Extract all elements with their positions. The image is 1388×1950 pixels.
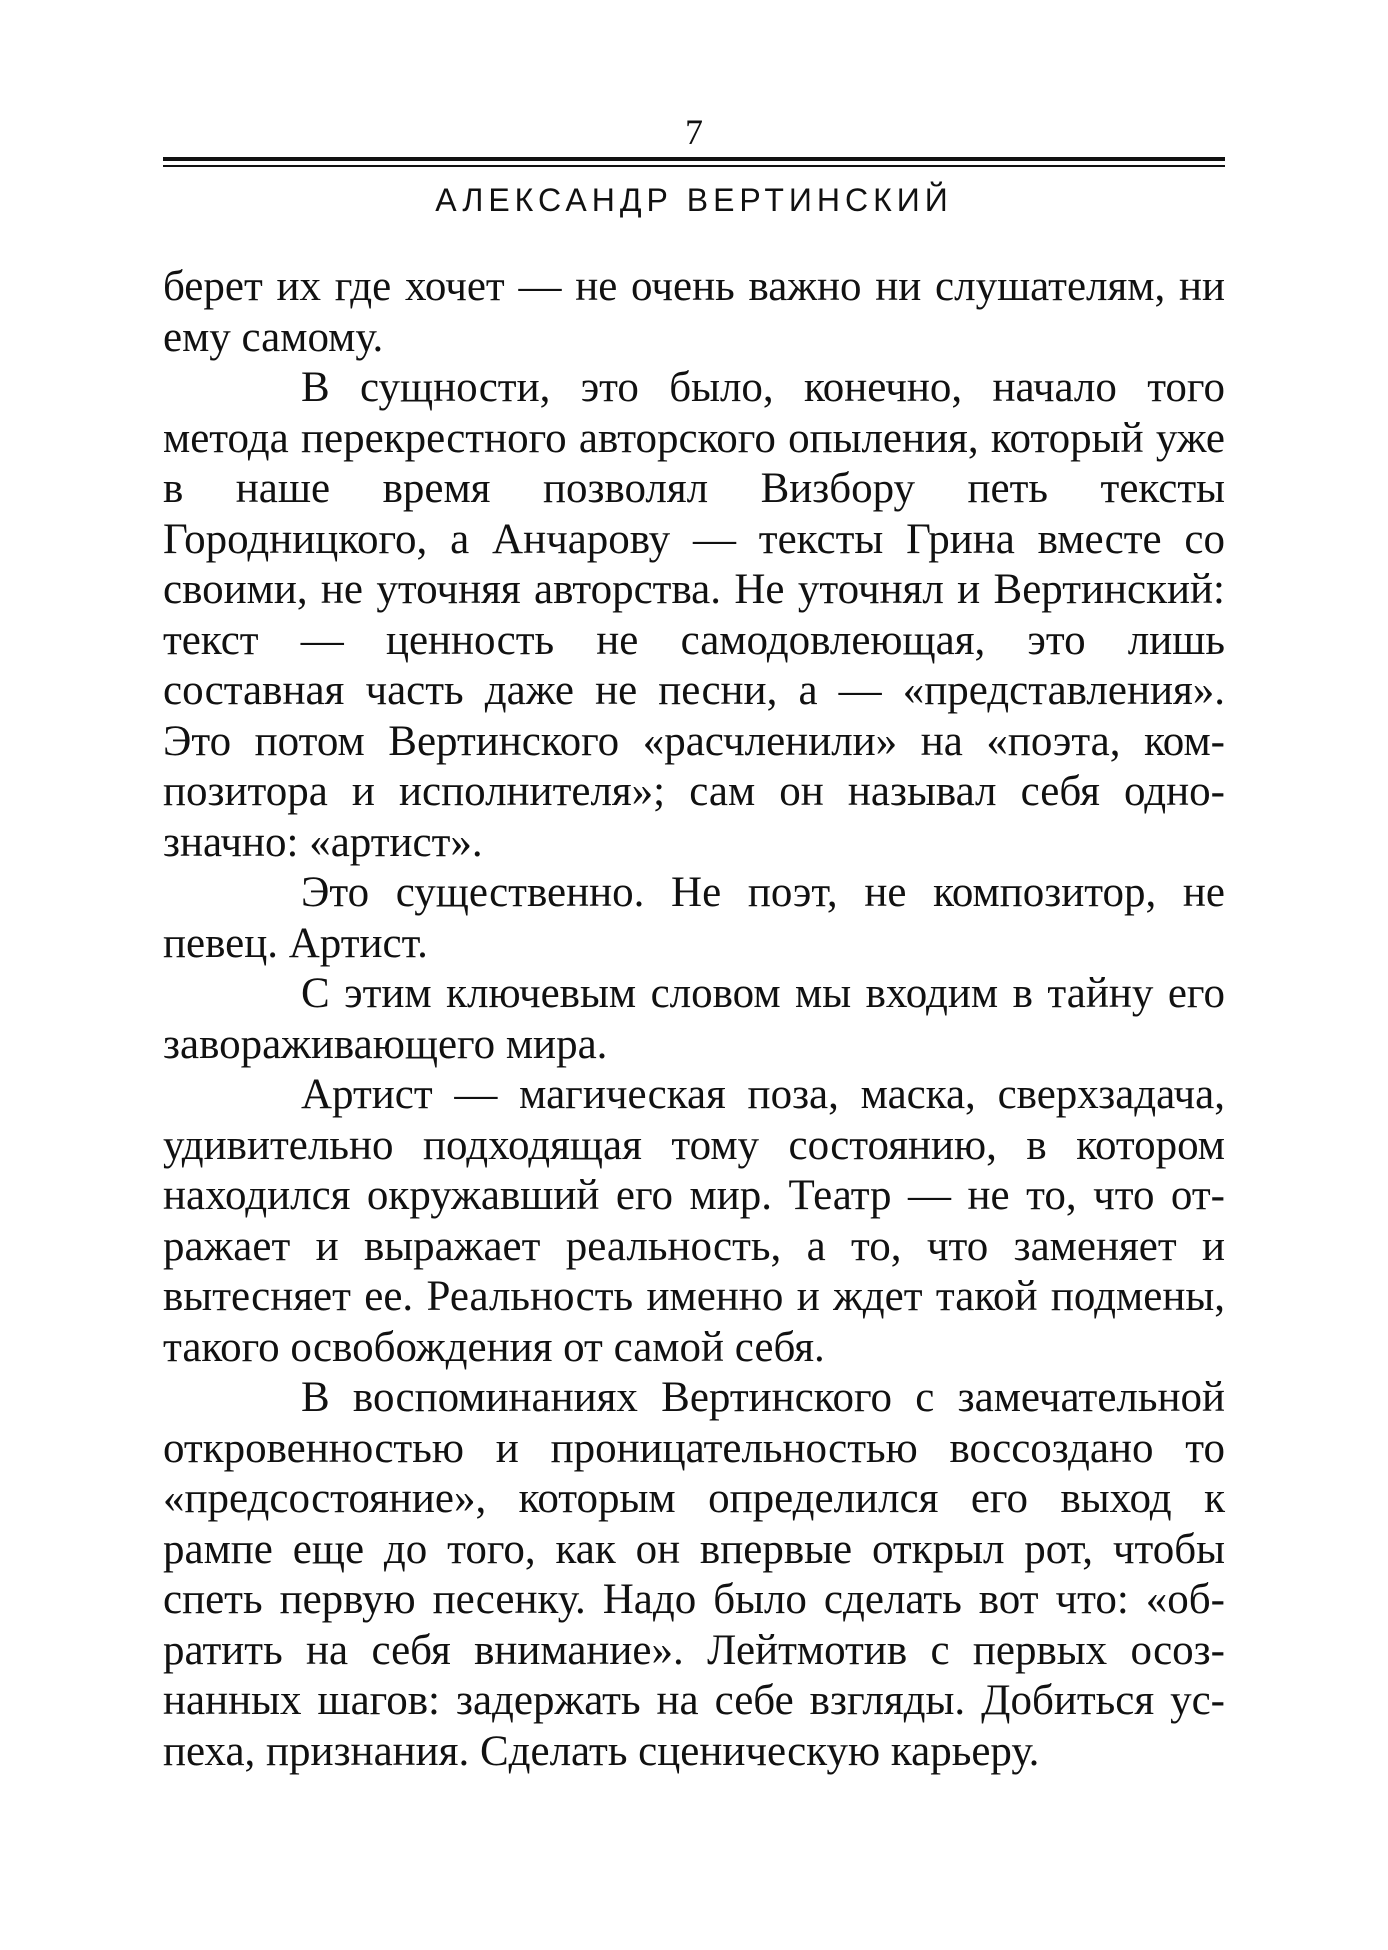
body-text — [163, 262, 1225, 1777]
paragraph: С этим ключевым словом мы входим в тайну его завораживающего мира. — [163, 970, 1225, 1068]
header-rule-thin — [163, 165, 1225, 167]
header-rule-thick — [163, 157, 1225, 161]
page-number: 7 — [685, 112, 703, 152]
paragraph: Это существенно. Не поэт, не композитор, не певец. Артист. — [163, 869, 1225, 967]
running-title: АЛЕКСАНДР ВЕРТИНСКИЙ — [435, 182, 953, 218]
paragraph: В сущности, это было, конечно, начало того метода перекрестного авторского опыления, который уже в наше время позволял Визбору петь тексты Городницкого, а Анчарову — тексты Грина вместе со своими, не уточняя авторства. Не уточнял и Вертинский: текст — ценность не самодовлеющая, это лишь составная часть даже не песни, а — «представления». Это потом Вертинского «расчленили» на «поэта, композитора и исполнителя»; сам он называл себя однозначно: «артист». — [163, 364, 1225, 866]
paragraph: берет их где хочет — не очень важно ни слушателям, ни ему самому. — [163, 263, 1225, 361]
paragraph: Артист — магическая поза, маска, сверхзадача, удивительно подходящая тому состоянию, в котором находился окружавший его мир. Театр — не то, что отражает и выражает реальность, а то, что заменяет и вытесняет ее. Реальность именно и ждет такой подмены, такого освобождения от самой себя. — [163, 1071, 1225, 1371]
paragraph: В воспоминаниях Вертинского с замечательной откровенностью и проницательностью воссоздано то «предсостояние», которым определился его выход к рампе еще до того, как он впервые открыл рот, чтобы спеть первую песенку. Надо было сделать вот что: «обратить на себя внимание». Лейтмотив с первых осознанных шагов: задержать на себе взгляды. Добиться успеха, признания. Сделать сценическую карьеру. — [163, 1374, 1225, 1775]
